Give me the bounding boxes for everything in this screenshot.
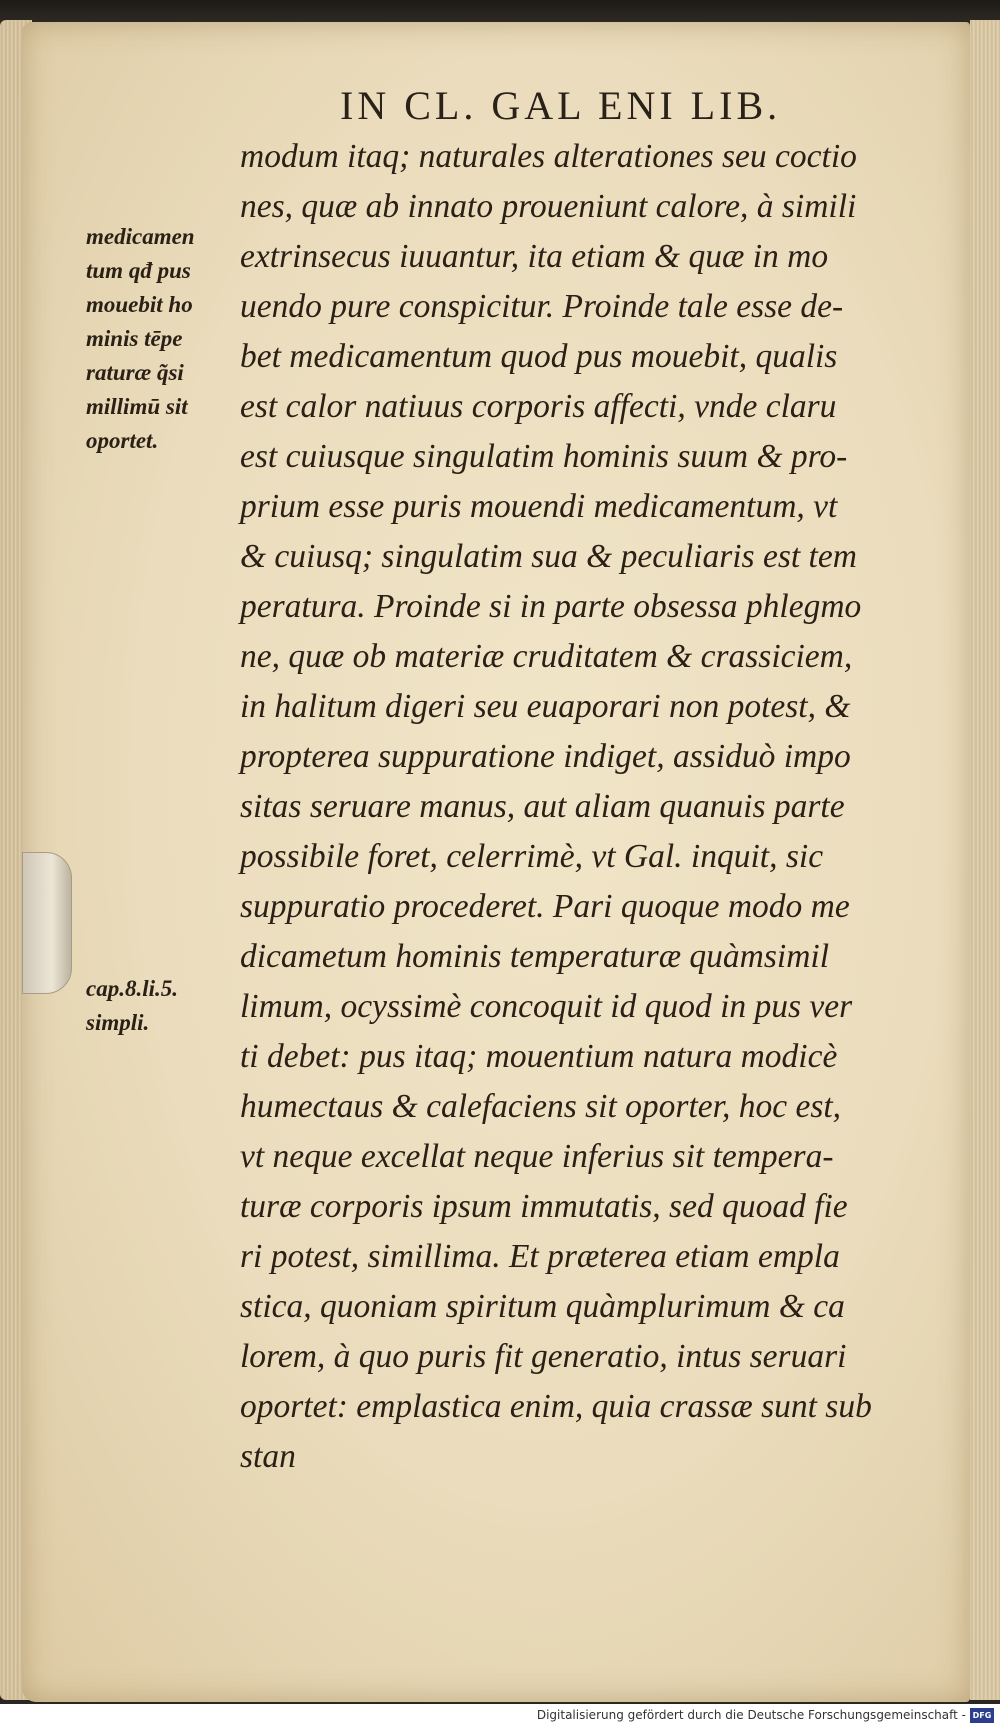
- book-clip: [22, 852, 72, 994]
- body-text: [240, 132, 950, 1482]
- running-title: IN CL. GAL ENI LIB.: [340, 83, 782, 128]
- text-line: est calor natiuus corporis affecti, vnde claru: [240, 388, 837, 425]
- text-line: turæ corporis ipsum immutatis, sed quoad fie: [240, 1188, 848, 1225]
- text-line: in halitum digeri seu euaporari non potest, &: [240, 688, 851, 725]
- text-line: extrinsecus iuuantur, ita etiam & quæ in mo: [240, 238, 829, 275]
- text-line: est cuiusque singulatim hominis suum & pro-: [240, 438, 848, 475]
- text-line: stan: [240, 1438, 296, 1475]
- marginal-line: simpli.: [86, 1010, 150, 1035]
- marginal-line: medicamen: [86, 224, 195, 249]
- text-line: uendo pure conspicitur. Proinde tale esse de-: [240, 288, 844, 325]
- marginal-line: cap.8.li.5.: [86, 976, 178, 1001]
- text-line: lorem, à quo puris fit generatio, intus seruari: [240, 1338, 847, 1375]
- text-line: oportet: emplastica enim, quia crassæ sunt sub: [240, 1388, 872, 1425]
- text-line: & cuiusq; singulatim sua & peculiaris est tem: [240, 538, 857, 575]
- text-line: humectaus & calefaciens sit oporter, hoc est,: [240, 1088, 842, 1125]
- dfg-logo: DFG: [970, 1708, 994, 1723]
- marginal-note-1: [86, 220, 236, 458]
- text-line: ti debet: pus itaq; mouentium natura modicè: [240, 1038, 838, 1075]
- text-line: possibile foret, celerrimè, vt Gal. inquit, sic: [240, 838, 824, 875]
- marginal-note-2: [86, 972, 236, 1040]
- text-line: bet medicamentum quod pus mouebit, qualis: [240, 338, 838, 375]
- text-line: modum itaq; naturales alterationes seu coctio: [240, 138, 857, 175]
- marginal-line: raturæ q̃si: [86, 360, 184, 385]
- footer-bar: [0, 1704, 1000, 1729]
- footer-credit: Digitalisierung gefördert durch die Deutsche Forschungsgemeinschaft -: [536, 1708, 966, 1722]
- page-edges-right: [970, 20, 1000, 1700]
- text-line: propterea suppuratione indiget, assiduò impo: [240, 738, 851, 775]
- text-line: vt neque excellat neque inferius sit tempera-: [240, 1138, 834, 1175]
- marginal-line: millimū sit: [86, 394, 188, 419]
- marginal-line: oportet.: [86, 428, 159, 453]
- marginal-line: tum qđ pus: [86, 258, 191, 283]
- text-line: nes, quæ ab innato proueniunt calore, à simili: [240, 188, 857, 225]
- marginal-line: mouebit ho: [86, 292, 193, 317]
- text-line: ri potest, simillima. Et præterea etiam empla: [240, 1238, 840, 1275]
- text-line: limum, ocyssimè concoquit id quod in pus ver: [240, 988, 853, 1025]
- text-line: prium esse puris mouendi medicamentum, vt: [240, 488, 838, 525]
- text-line: ne, quæ ob materiæ cruditatem & crassiciem,: [240, 638, 853, 675]
- text-line: stica, quoniam spiritum quàmplurimum & ca: [240, 1288, 845, 1325]
- text-line: dicametum hominis temperaturæ quàmsimil: [240, 938, 830, 975]
- text-line: sitas seruare manus, aut aliam quanuis parte: [240, 788, 845, 825]
- text-line: suppuratio procederet. Pari quoque modo me: [240, 888, 850, 925]
- text-line: peratura. Proinde si in parte obsessa phlegmo: [240, 588, 862, 625]
- marginal-line: minis tēpe: [86, 326, 183, 351]
